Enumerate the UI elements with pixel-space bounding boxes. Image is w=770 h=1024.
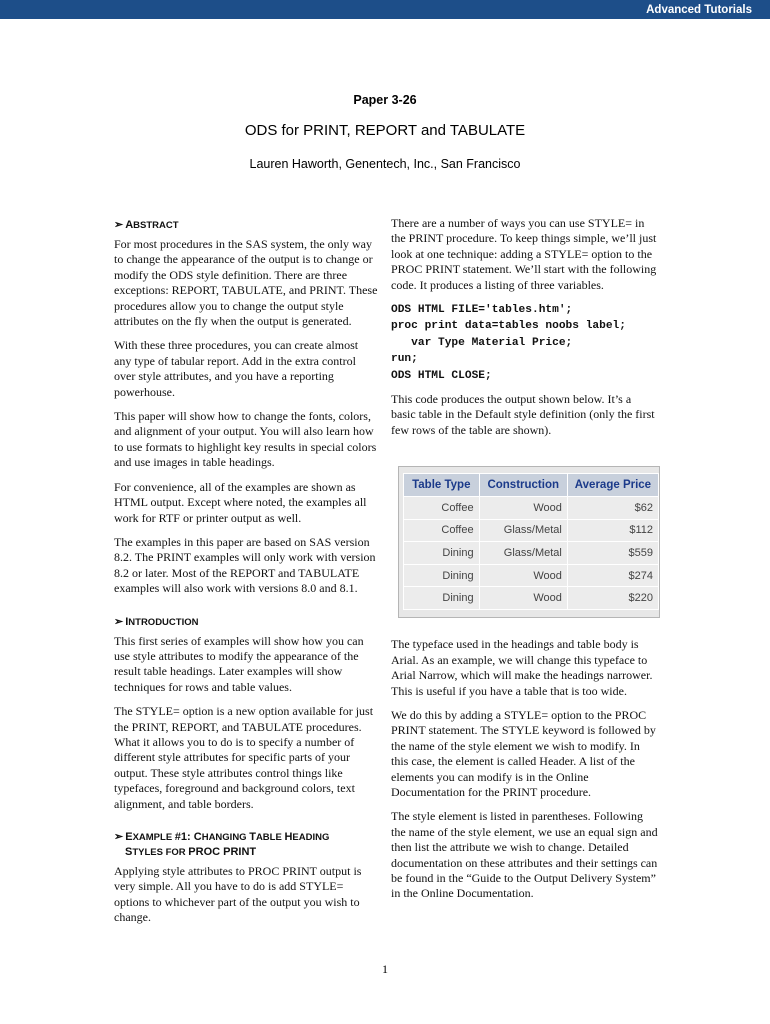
intro-paragraph: This first series of examples will show how you can use style attributes to modify the appearance of the result table headings. Later examples will show techniques for rows and table values.: [114, 633, 364, 694]
abstract-paragraph: This paper will show how to change the fonts, colors, and alignment of your output. You will also learn how to use formats to highlight key results in special colors and use images in table headings.: [114, 409, 377, 470]
table-cell: Wood: [479, 564, 567, 587]
table-cell: Dining: [404, 542, 480, 565]
body-paragraph: There are a number of ways you can use STYLE= in the PRINT procedure. To keep things simple, we’ll just look at one technique: adding a STYLE= option to the PROC PRINT statement. We’ll start with the following code. It produces a listing of three variables.: [391, 216, 657, 292]
top-header-bar: [0, 0, 770, 19]
table-cell: Coffee: [404, 497, 480, 520]
abstract-paragraph: For most procedures in the SAS system, the only way to change the appearance of the output is to change or modify the ODS style definition. There are three exceptions: REPORT, TABULATE, and PRINT. These procedures allow you to change the output style attributes on the fly when the output is generated.: [114, 237, 378, 329]
abstract-paragraph: For convenience, all of the examples are shown as HTML output. Except where noted, the examples all work for RTF or printer output as well.: [114, 479, 367, 525]
paper-title: ODS for PRINT, REPORT and TABULATE: [244, 122, 526, 139]
table-row: [404, 542, 659, 565]
sas-output-table: [398, 466, 660, 618]
arrow-bullet-icon: ➢: [114, 615, 124, 628]
paper-number: Paper 3-26: [353, 93, 417, 107]
header-average-price: Average Price: [567, 474, 658, 497]
code-line: run;: [391, 353, 418, 366]
table-cell: Glass/Metal: [479, 542, 567, 565]
table-row: [404, 564, 659, 587]
abstract-paragraph: With these three procedures, you can create almost any type of tabular report. Add in the extra control over style attributes, and you have a reporting powerhouse.: [114, 338, 359, 399]
author-line: Lauren Haworth, Genentech, Inc., San Francisco: [249, 157, 521, 171]
example-paragraph: Applying style attributes to PROC PRINT output is very simple. All you have to do is add STYLE= options to whichever part of the output you wish to change.: [114, 864, 362, 925]
table-cell: Dining: [404, 587, 480, 610]
body-paragraph: We do this by adding a STYLE= option to the PROC PRINT statement. The STYLE keyword is followed by the name of the style element we wish to modify. In this case, the element is called Header. A list of the elements you can modify is in the Online Documentation for the PRINT procedure.: [391, 707, 656, 799]
table-row: [404, 519, 659, 542]
intro-paragraph: The STYLE= option is a new option available for just the PRINT, REPORT, and TABULATE procedures. What it allows you to do is to specify a number of different style attributes for specific parts of your output. These style attributes control things like typefaces, foreground and background colors, text alignment, and table borders.: [114, 704, 374, 811]
body-paragraph: The style element is listed in parentheses. Following the name of the style element, we use an equal sign and then list the attribute we wish to change. Detailed documentation on these attributes and their settings can be found in the “Guide to the Output Delivery System” in the Online Documentation.: [391, 809, 658, 901]
header-table-type: Table Type: [404, 474, 480, 497]
example-heading: ➢ EXAMPLE #1: CHANGING TABLE HEADING STYLES FOR PROC PRINT: [114, 831, 330, 858]
table-cell: $112: [567, 519, 658, 542]
table-cell: $220: [567, 587, 658, 610]
arrow-bullet-icon: ➢: [114, 219, 124, 231]
body-paragraph: This code produces the output shown below. It’s a basic table in the Default style definition (only the first few rows of the table are shown).: [391, 392, 655, 437]
table-cell: Coffee: [404, 519, 480, 542]
output-table: [403, 473, 659, 610]
abstract-heading: ➢ ABSTRACT: [114, 219, 179, 231]
code-block: [391, 302, 658, 384]
table-cell: Wood: [479, 497, 567, 520]
table-cell: $62: [567, 497, 658, 520]
left-column: [114, 218, 378, 935]
table-row: [404, 497, 659, 520]
table-cell: $274: [567, 564, 658, 587]
arrow-bullet-icon: ➢: [114, 831, 124, 843]
code-line: proc print data=tables noobs label;: [391, 320, 626, 333]
table-row: [404, 587, 659, 610]
body-paragraph: The typeface used in the headings and table body is Arial. As an example, we will change this typeface to Arial Narrow, which will make the headings narrower. This is useful if you have a table that is too wide.: [391, 637, 653, 698]
section-label: Advanced Tutorials: [646, 4, 752, 16]
header-construction: Construction: [479, 474, 567, 497]
abstract-paragraph: The examples in this paper are based on SAS version 8.2. The PRINT examples will only work with version 8.2 or later. Most of the REPORT and TABULATE examples will also work with versions 8.0 and 8.1.: [114, 534, 376, 596]
introduction-heading: ➢ INTRODUCTION: [114, 615, 199, 628]
table-cell: $559: [567, 542, 658, 565]
table-cell: Dining: [404, 564, 480, 587]
table-cell: Glass/Metal: [479, 519, 567, 542]
table-header-row: [404, 474, 659, 497]
table-cell: Wood: [479, 587, 567, 610]
code-line: ODS HTML CLOSE;: [391, 369, 492, 382]
page-number: 1: [382, 962, 388, 976]
code-line: var Type Material Price;: [391, 336, 573, 349]
code-line: ODS HTML FILE='tables.htm';: [391, 304, 573, 317]
